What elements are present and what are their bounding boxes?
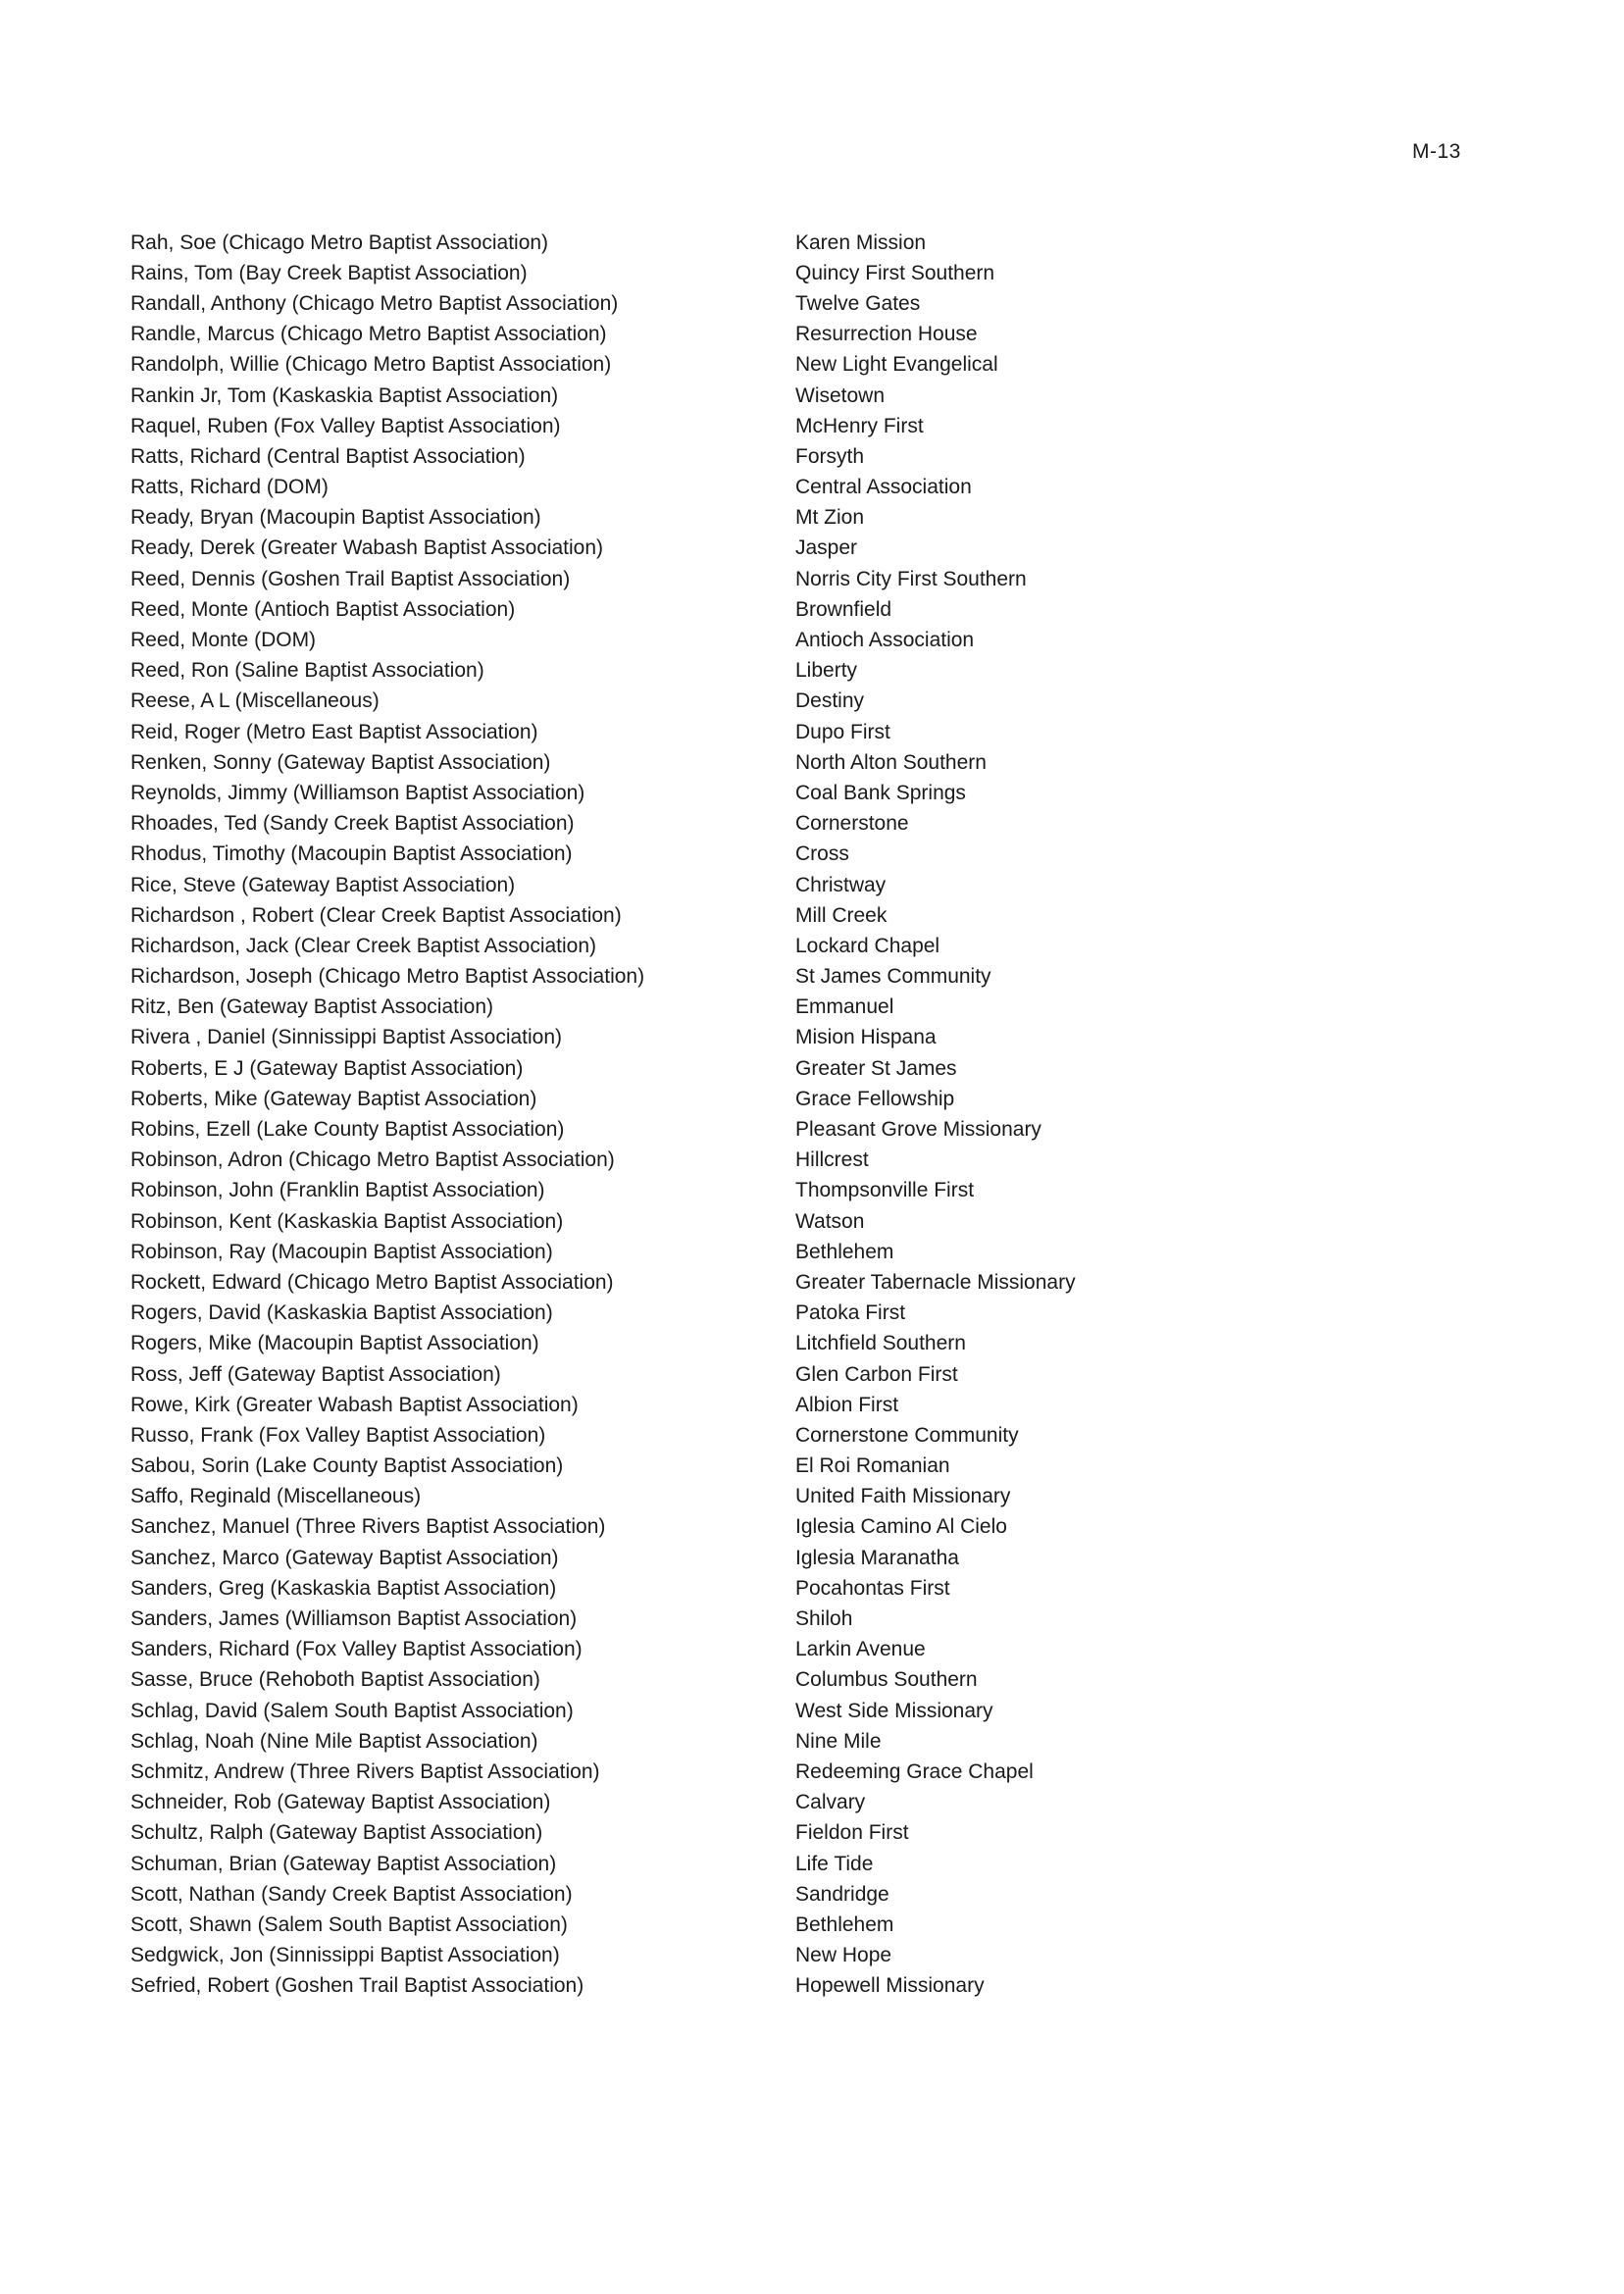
list-item <box>130 1573 1484 1604</box>
church-name: Shiloh <box>795 1607 853 1631</box>
pastor-name: Schneider, Rob (Gateway Baptist Association) <box>130 1791 551 1814</box>
church-name: Mt Zion <box>795 506 865 530</box>
church-name: Cornerstone <box>795 812 909 836</box>
list-item <box>130 1941 1484 1971</box>
church-name: Dupo First <box>795 720 890 743</box>
list-item <box>130 1788 1484 1818</box>
list-item <box>130 1114 1484 1145</box>
list-item <box>130 1359 1484 1390</box>
church-name: Forsyth <box>795 444 865 468</box>
pastor-name: Rowe, Kirk (Greater Wabash Baptist Association) <box>130 1393 579 1416</box>
pastor-name: Ready, Derek (Greater Wabash Baptist Association) <box>130 536 604 560</box>
church-name: Bethlehem <box>795 1240 894 1263</box>
pastor-name: Sedgwick, Jon (Sinnissippi Baptist Association) <box>130 1944 560 1967</box>
church-name: Greater St James <box>795 1056 957 1080</box>
church-name: Christway <box>795 873 887 896</box>
pastor-name: Rains, Tom (Bay Creek Baptist Association) <box>130 261 528 284</box>
list-item <box>130 381 1484 411</box>
list-item <box>130 1329 1484 1359</box>
list-item <box>130 840 1484 870</box>
pastor-name: Robins, Ezell (Lake County Baptist Association) <box>130 1118 565 1142</box>
pastor-name: Saffo, Reginald (Miscellaneous) <box>130 1485 422 1508</box>
list-item <box>130 625 1484 655</box>
pastor-name: Rogers, Mike (Macoupin Baptist Association) <box>130 1332 539 1355</box>
list-item <box>130 1237 1484 1267</box>
list-item <box>130 747 1484 778</box>
pastor-name: Sanders, Richard (Fox Valley Baptist Association) <box>130 1638 583 1661</box>
list-item <box>130 962 1484 993</box>
church-name: United Faith Missionary <box>795 1485 1011 1508</box>
list-item <box>130 1023 1484 1053</box>
pastor-name: Ritz, Ben (Gateway Baptist Association) <box>130 995 493 1019</box>
list-item <box>130 900 1484 931</box>
list-item <box>130 993 1484 1023</box>
pastor-name: Randolph, Willie (Chicago Metro Baptist Association) <box>130 353 612 377</box>
church-name: Iglesia Camino Al Cielo <box>795 1515 1007 1539</box>
church-name: Bethlehem <box>795 1912 894 1936</box>
list-item <box>130 534 1484 564</box>
church-name: Litchfield Southern <box>795 1332 966 1355</box>
church-name: McHenry First <box>795 414 924 437</box>
church-name: Greater Tabernacle Missionary <box>795 1270 1076 1294</box>
church-name: Mision Hispana <box>795 1026 937 1049</box>
list-item <box>130 1665 1484 1696</box>
pastor-name: Randle, Marcus (Chicago Metro Baptist Association) <box>130 323 607 346</box>
list-item <box>130 594 1484 625</box>
list-item <box>130 809 1484 840</box>
church-name: Patoka First <box>795 1301 906 1325</box>
pastor-name: Sanders, Greg (Kaskaskia Baptist Association) <box>130 1576 557 1600</box>
pastor-name: Sanchez, Manuel (Three Rivers Baptist Association) <box>130 1515 606 1539</box>
church-name: Calvary <box>795 1791 866 1814</box>
list-item <box>130 1206 1484 1237</box>
church-name: Albion First <box>795 1393 899 1416</box>
list-item <box>130 1420 1484 1451</box>
church-name: Wisetown <box>795 383 886 407</box>
church-name: Hillcrest <box>795 1148 869 1172</box>
pastor-name: Raquel, Ruben (Fox Valley Baptist Association) <box>130 414 561 437</box>
church-name: New Light Evangelical <box>795 353 998 377</box>
church-name: Antioch Association <box>795 629 975 652</box>
pastor-name: Rogers, David (Kaskaskia Baptist Association) <box>130 1301 553 1325</box>
church-name: Jasper <box>795 536 858 560</box>
pastor-name: Schmitz, Andrew (Three Rivers Baptist Association) <box>130 1759 600 1783</box>
church-name: Pleasant Grove Missionary <box>795 1118 1041 1142</box>
list-item <box>130 1635 1484 1665</box>
pastor-name: Rhodus, Timothy (Macoupin Baptist Association) <box>130 842 573 866</box>
church-name: Coal Bank Springs <box>795 781 966 804</box>
list-item <box>130 1267 1484 1298</box>
pastor-name: Richardson , Robert (Clear Creek Baptist Association) <box>130 903 622 927</box>
pastor-name: Scott, Shawn (Salem South Baptist Association) <box>130 1912 568 1936</box>
pastor-name: Russo, Frank (Fox Valley Baptist Association) <box>130 1423 546 1447</box>
pastor-name: Sasse, Bruce (Rehoboth Baptist Association) <box>130 1668 540 1692</box>
list-item <box>130 717 1484 747</box>
list-item <box>130 778 1484 808</box>
church-name: Brownfield <box>795 597 892 621</box>
pastor-name: Robinson, Ray (Macoupin Baptist Association) <box>130 1240 553 1263</box>
pastor-name: Reed, Monte (DOM) <box>130 629 317 652</box>
pastor-name: Randall, Anthony (Chicago Metro Baptist Association) <box>130 291 619 315</box>
church-name: Liberty <box>795 659 858 683</box>
list-item <box>130 320 1484 350</box>
list-item <box>130 1053 1484 1084</box>
church-name: Glen Carbon First <box>795 1362 958 1386</box>
pastor-name: Robinson, Adron (Chicago Metro Baptist Association) <box>130 1148 615 1172</box>
pastor-name: Robinson, Kent (Kaskaskia Baptist Association) <box>130 1209 564 1233</box>
church-name: Iglesia Maranatha <box>795 1546 959 1569</box>
list-item <box>130 1879 1484 1910</box>
church-name: Hopewell Missionary <box>795 1974 985 1998</box>
pastor-name: Schlag, Noah (Nine Mile Baptist Association) <box>130 1729 538 1753</box>
church-name: Thompsonville First <box>795 1179 975 1202</box>
pastor-name: Ross, Jeff (Gateway Baptist Association) <box>130 1362 501 1386</box>
church-name: St James Community <box>795 965 991 989</box>
pastor-name: Rivera , Daniel (Sinnissippi Baptist Association) <box>130 1026 563 1049</box>
church-name: Larkin Avenue <box>795 1638 926 1661</box>
church-name: Nine Mile <box>795 1729 882 1753</box>
church-name: Mill Creek <box>795 903 888 927</box>
church-name: Norris City First Southern <box>795 567 1027 590</box>
church-name: Emmanuel <box>795 995 894 1019</box>
pastor-name: Reese, A L (Miscellaneous) <box>130 689 380 713</box>
pastor-name: Richardson, Jack (Clear Creek Baptist Association) <box>130 934 597 957</box>
list-item <box>130 503 1484 534</box>
list-item <box>130 1146 1484 1176</box>
list-item <box>130 564 1484 594</box>
list-item <box>130 1299 1484 1329</box>
church-name: Cornerstone Community <box>795 1423 1019 1447</box>
list-item <box>130 1696 1484 1726</box>
pastor-name: Schlag, David (Salem South Baptist Association) <box>130 1699 574 1722</box>
pastor-name: Roberts, E J (Gateway Baptist Association) <box>130 1056 524 1080</box>
list-item <box>130 870 1484 900</box>
list-item <box>130 656 1484 687</box>
pastor-name: Reed, Ron (Saline Baptist Association) <box>130 659 484 683</box>
pastor-name: Roberts, Mike (Gateway Baptist Association) <box>130 1087 537 1110</box>
pastor-name: Sanders, James (Williamson Baptist Association) <box>130 1607 578 1631</box>
church-name: Resurrection House <box>795 323 978 346</box>
church-name: Life Tide <box>795 1852 874 1875</box>
list-item <box>130 411 1484 441</box>
pastor-name: Scott, Nathan (Sandy Creek Baptist Association) <box>130 1882 573 1906</box>
pastor-name: Ready, Bryan (Macoupin Baptist Association) <box>130 506 541 530</box>
pastor-name: Sefried, Robert (Goshen Trail Baptist Association) <box>130 1974 584 1998</box>
pastor-name: Rankin Jr, Tom (Kaskaskia Baptist Association) <box>130 383 559 407</box>
church-name: Fieldon First <box>795 1821 909 1845</box>
church-name: North Alton Southern <box>795 750 987 774</box>
list-item <box>130 1176 1484 1206</box>
church-name: Karen Mission <box>795 230 927 254</box>
list-item <box>130 1512 1484 1543</box>
list-item <box>130 228 1484 258</box>
church-name: Sandridge <box>795 1882 889 1906</box>
pastor-name: Robinson, John (Franklin Baptist Association) <box>130 1179 545 1202</box>
list-item <box>130 1390 1484 1420</box>
list-item <box>130 1757 1484 1787</box>
church-name: Watson <box>795 1209 865 1233</box>
church-name: Central Association <box>795 476 972 499</box>
pastor-name: Ratts, Richard (DOM) <box>130 476 329 499</box>
list-item <box>130 1482 1484 1512</box>
pastor-name: Rah, Soe (Chicago Metro Baptist Association) <box>130 230 549 254</box>
pastor-name: Rice, Steve (Gateway Baptist Association) <box>130 873 516 896</box>
list-item <box>130 350 1484 381</box>
church-name: Columbus Southern <box>795 1668 978 1692</box>
list-item <box>130 1818 1484 1849</box>
church-name: Destiny <box>795 689 865 713</box>
pastor-name: Reid, Roger (Metro East Baptist Association) <box>130 720 538 743</box>
church-name: Cross <box>795 842 849 866</box>
pastor-name: Sanchez, Marco (Gateway Baptist Association) <box>130 1546 559 1569</box>
church-name: West Side Missionary <box>795 1699 993 1722</box>
list-item <box>130 441 1484 472</box>
list-item <box>130 1849 1484 1879</box>
church-name: Twelve Gates <box>795 291 921 315</box>
pastor-name: Schultz, Ralph (Gateway Baptist Association) <box>130 1821 543 1845</box>
pastor-name: Reynolds, Jimmy (Williamson Baptist Association) <box>130 781 585 804</box>
list-item <box>130 288 1484 319</box>
list-item <box>130 258 1484 288</box>
list-item <box>130 1084 1484 1114</box>
list-item <box>130 931 1484 961</box>
church-name: Pocahontas First <box>795 1576 950 1600</box>
pastor-name: Rockett, Edward (Chicago Metro Baptist Association) <box>130 1270 614 1294</box>
church-name: Redeeming Grace Chapel <box>795 1759 1034 1783</box>
church-name: New Hope <box>795 1944 892 1967</box>
pastor-name: Reed, Monte (Antioch Baptist Association) <box>130 597 516 621</box>
church-name: Quincy First Southern <box>795 261 995 284</box>
entry-list <box>130 228 1484 2002</box>
list-item <box>130 1971 1484 2002</box>
pastor-name: Reed, Dennis (Goshen Trail Baptist Association) <box>130 567 571 590</box>
pastor-name: Sabou, Sorin (Lake County Baptist Association) <box>130 1454 564 1478</box>
page-number: M-13 <box>1412 140 1461 163</box>
pastor-name: Richardson, Joseph (Chicago Metro Baptist Association) <box>130 965 645 989</box>
list-item <box>130 1604 1484 1634</box>
list-item <box>130 1452 1484 1482</box>
list-item <box>130 1543 1484 1573</box>
pastor-name: Renken, Sonny (Gateway Baptist Association) <box>130 750 551 774</box>
church-name: El Roi Romanian <box>795 1454 950 1478</box>
list-item <box>130 473 1484 503</box>
pastor-name: Schuman, Brian (Gateway Baptist Association) <box>130 1852 557 1875</box>
list-item <box>130 1726 1484 1757</box>
pastor-name: Rhoades, Ted (Sandy Creek Baptist Association) <box>130 812 575 836</box>
church-name: Grace Fellowship <box>795 1087 955 1110</box>
pastor-name: Ratts, Richard (Central Baptist Association) <box>130 444 526 468</box>
list-item <box>130 1910 1484 1940</box>
church-name: Lockard Chapel <box>795 934 940 957</box>
list-item <box>130 687 1484 717</box>
